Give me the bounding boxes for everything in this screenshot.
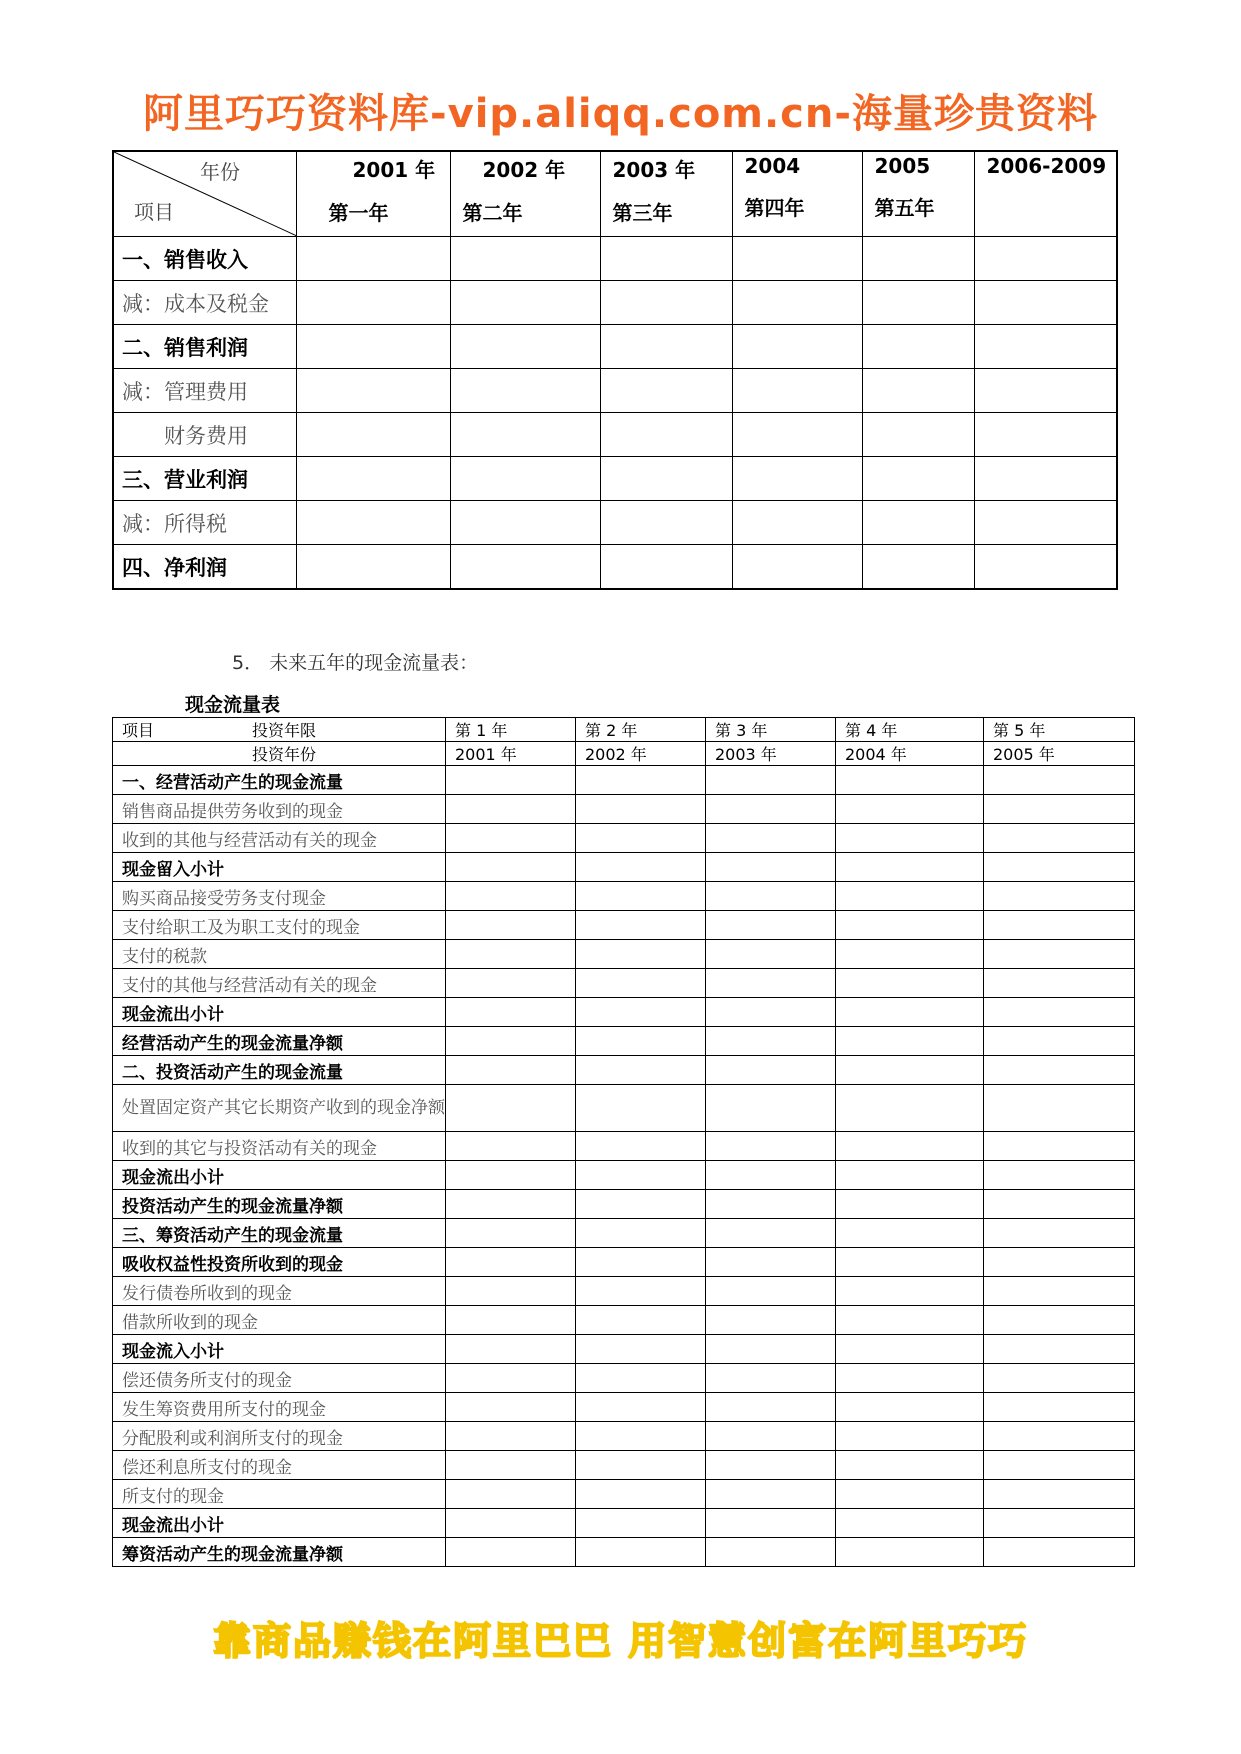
row-label: 一、经营活动产生的现金流量 [113, 766, 446, 795]
value-cell[interactable] [576, 1277, 706, 1306]
row-label: 分配股利或利润所支付的现金 [113, 1422, 446, 1451]
col-header [450, 151, 600, 237]
value-cell[interactable] [974, 457, 1117, 501]
value-cell[interactable] [984, 824, 1135, 853]
value-cell[interactable] [296, 501, 450, 545]
table-row [113, 1132, 1135, 1161]
value-cell[interactable] [836, 1306, 984, 1335]
header-item-cell [113, 718, 446, 742]
table-row [113, 1027, 1135, 1056]
header-col: 2002 年 [576, 742, 706, 766]
table-row [113, 281, 1117, 325]
cash-header-row-2 [113, 742, 1135, 766]
value-cell[interactable] [836, 998, 984, 1027]
value-cell[interactable] [450, 457, 600, 501]
value-cell[interactable] [600, 325, 732, 369]
profit-header-row [113, 151, 1117, 237]
value-cell[interactable] [600, 501, 732, 545]
table-row [113, 1509, 1135, 1538]
value-cell[interactable] [446, 969, 576, 998]
value-cell[interactable] [446, 940, 576, 969]
value-cell[interactable] [862, 281, 974, 325]
value-cell[interactable] [862, 369, 974, 413]
value-cell[interactable] [974, 369, 1117, 413]
value-cell[interactable] [984, 882, 1135, 911]
value-cell[interactable] [706, 969, 836, 998]
header-col: 2004 年 [836, 742, 984, 766]
value-cell[interactable] [706, 795, 836, 824]
value-cell[interactable] [576, 824, 706, 853]
value-cell[interactable] [706, 766, 836, 795]
value-cell[interactable] [576, 1161, 706, 1190]
value-cell[interactable] [706, 1085, 836, 1132]
value-cell[interactable] [576, 1056, 706, 1085]
value-cell[interactable] [862, 545, 974, 590]
table-row [113, 545, 1117, 590]
value-cell[interactable] [706, 1306, 836, 1335]
value-cell[interactable] [974, 545, 1117, 590]
row-label: 现金流出小计 [113, 1509, 446, 1538]
value-cell[interactable] [836, 1161, 984, 1190]
top-banner: 阿里巧巧资料库-vip.aliqq.com.cn-海量珍贵资料 [143, 91, 1098, 137]
value-cell[interactable] [984, 998, 1135, 1027]
table-row [113, 882, 1135, 911]
col-label: 第三年 [612, 201, 673, 225]
value-cell[interactable] [576, 1393, 706, 1422]
value-cell[interactable] [446, 1509, 576, 1538]
value-cell[interactable] [576, 1538, 706, 1567]
value-cell[interactable] [836, 1364, 984, 1393]
table-row [113, 1190, 1135, 1219]
value-cell[interactable] [446, 795, 576, 824]
row-label: 支付的其他与经营活动有关的现金 [113, 969, 446, 998]
value-cell[interactable] [836, 1509, 984, 1538]
header-col: 2005 年 [984, 742, 1135, 766]
row-label: 收到的其他与经营活动有关的现金 [113, 824, 446, 853]
value-cell[interactable] [706, 1132, 836, 1161]
value-cell[interactable] [450, 413, 600, 457]
header-col: 2001 年 [446, 742, 576, 766]
value-cell[interactable] [984, 1056, 1135, 1085]
row-label: 减：所得税 [113, 501, 296, 545]
value-cell[interactable] [450, 237, 600, 281]
table-row [113, 911, 1135, 940]
bottom-banner: 靠商品赚钱在阿里巴巴 用智慧创富在阿里巧巧 [212, 1619, 1029, 1663]
value-cell[interactable] [706, 1364, 836, 1393]
value-cell[interactable] [706, 1538, 836, 1567]
header-col: 第 5 年 [984, 718, 1135, 742]
value-cell[interactable] [836, 795, 984, 824]
row-label: 销售商品提供劳务收到的现金 [113, 795, 446, 824]
col-year: 2006-2009 [986, 154, 1107, 178]
col-year: 2003 年 [612, 158, 696, 182]
table-row [113, 1451, 1135, 1480]
row-label: 减：成本及税金 [113, 281, 296, 325]
value-cell[interactable] [706, 1393, 836, 1422]
value-cell[interactable] [446, 1364, 576, 1393]
value-cell[interactable] [974, 281, 1117, 325]
value-cell[interactable] [836, 882, 984, 911]
row-label: 购买商品接受劳务支付现金 [113, 882, 446, 911]
table-row [113, 457, 1117, 501]
value-cell[interactable] [296, 237, 450, 281]
value-cell[interactable] [732, 545, 862, 590]
value-cell[interactable] [862, 237, 974, 281]
value-cell[interactable] [576, 1085, 706, 1132]
table-row [113, 1335, 1135, 1364]
value-cell[interactable] [984, 1306, 1135, 1335]
value-cell[interactable] [836, 940, 984, 969]
table-row [113, 940, 1135, 969]
value-cell[interactable] [984, 1509, 1135, 1538]
value-cell[interactable] [576, 1364, 706, 1393]
value-cell[interactable] [706, 1480, 836, 1509]
value-cell[interactable] [446, 1335, 576, 1364]
header-item-cell [113, 742, 446, 766]
row-label: 借款所收到的现金 [113, 1306, 446, 1335]
col-header [974, 151, 1117, 237]
value-cell[interactable] [446, 1451, 576, 1480]
value-cell[interactable] [984, 766, 1135, 795]
value-cell[interactable] [446, 1190, 576, 1219]
header-col: 第 2 年 [576, 718, 706, 742]
value-cell[interactable] [984, 1451, 1135, 1480]
value-cell[interactable] [984, 853, 1135, 882]
value-cell[interactable] [836, 1451, 984, 1480]
value-cell[interactable] [446, 853, 576, 882]
value-cell[interactable] [836, 1393, 984, 1422]
value-cell[interactable] [706, 1509, 836, 1538]
value-cell[interactable] [732, 501, 862, 545]
value-cell[interactable] [576, 1509, 706, 1538]
value-cell[interactable] [706, 1248, 836, 1277]
value-cell[interactable] [296, 545, 450, 590]
value-cell[interactable] [706, 940, 836, 969]
col-year: 2001 年 [352, 158, 436, 182]
table-row [113, 969, 1135, 998]
value-cell[interactable] [732, 369, 862, 413]
row-label: 现金流出小计 [113, 1161, 446, 1190]
value-cell[interactable] [446, 1027, 576, 1056]
corner-item-label: 项目 [134, 200, 174, 224]
col-header [732, 151, 862, 237]
row-label: 投资活动产生的现金流量净额 [113, 1190, 446, 1219]
col-label: 第五年 [874, 196, 935, 220]
table-row [113, 325, 1117, 369]
value-cell[interactable] [984, 1538, 1135, 1567]
value-cell[interactable] [836, 1538, 984, 1567]
row-label: 现金流入小计 [113, 1335, 446, 1364]
value-cell[interactable] [296, 281, 450, 325]
value-cell[interactable] [706, 853, 836, 882]
row-label: 减：管理费用 [113, 369, 296, 413]
value-cell[interactable] [836, 1277, 984, 1306]
value-cell[interactable] [446, 1132, 576, 1161]
value-cell[interactable] [984, 940, 1135, 969]
value-cell[interactable] [984, 1161, 1135, 1190]
table-row [113, 1422, 1135, 1451]
value-cell[interactable] [862, 457, 974, 501]
profit-forecast-table [112, 150, 1118, 590]
value-cell[interactable] [706, 1335, 836, 1364]
value-cell[interactable] [450, 369, 600, 413]
table-row [113, 501, 1117, 545]
value-cell[interactable] [446, 1538, 576, 1567]
value-cell[interactable] [576, 1219, 706, 1248]
table-row [113, 998, 1135, 1027]
value-cell[interactable] [836, 1422, 984, 1451]
value-cell[interactable] [706, 1161, 836, 1190]
value-cell[interactable] [984, 1219, 1135, 1248]
value-cell[interactable] [984, 1132, 1135, 1161]
table-row [113, 795, 1135, 824]
value-cell[interactable] [446, 1393, 576, 1422]
table-row [113, 853, 1135, 882]
row-label: 财务费用 [113, 413, 296, 457]
value-cell[interactable] [576, 911, 706, 940]
value-cell[interactable] [576, 1027, 706, 1056]
value-cell[interactable] [732, 457, 862, 501]
value-cell[interactable] [836, 1219, 984, 1248]
value-cell[interactable] [576, 1306, 706, 1335]
value-cell[interactable] [576, 766, 706, 795]
table-row [113, 1219, 1135, 1248]
header-term-label: 投资年限 [252, 721, 317, 740]
value-cell[interactable] [600, 457, 732, 501]
col-header [600, 151, 732, 237]
col-year: 2004 [744, 154, 801, 178]
value-cell[interactable] [974, 237, 1117, 281]
value-cell[interactable] [984, 1190, 1135, 1219]
value-cell[interactable] [984, 1248, 1135, 1277]
value-cell[interactable] [984, 1277, 1135, 1306]
value-cell[interactable] [296, 325, 450, 369]
value-cell[interactable] [576, 1422, 706, 1451]
row-label: 发行债卷所收到的现金 [113, 1277, 446, 1306]
value-cell[interactable] [706, 1056, 836, 1085]
table-row [113, 413, 1117, 457]
value-cell[interactable] [576, 1132, 706, 1161]
value-cell[interactable] [450, 501, 600, 545]
value-cell[interactable] [576, 1451, 706, 1480]
value-cell[interactable] [974, 501, 1117, 545]
col-header [862, 151, 974, 237]
table-row [113, 1161, 1135, 1190]
cash-header-row-1 [113, 718, 1135, 742]
row-label: 筹资活动产生的现金流量净额 [113, 1538, 446, 1567]
value-cell[interactable] [836, 1335, 984, 1364]
col-year: 2005 [874, 154, 931, 178]
value-cell[interactable] [984, 1393, 1135, 1422]
value-cell[interactable] [836, 1085, 984, 1132]
value-cell[interactable] [446, 1422, 576, 1451]
value-cell[interactable] [984, 1364, 1135, 1393]
value-cell[interactable] [446, 882, 576, 911]
row-label: 二、销售利润 [113, 325, 296, 369]
row-label: 三、营业利润 [113, 457, 296, 501]
row-label: 一、销售收入 [113, 237, 296, 281]
value-cell[interactable] [836, 1132, 984, 1161]
section-heading: 5． 未来五年的现金流量表： [232, 652, 479, 674]
value-cell[interactable] [576, 882, 706, 911]
header-term-label: 投资年份 [252, 745, 317, 764]
value-cell[interactable] [576, 795, 706, 824]
value-cell[interactable] [576, 853, 706, 882]
value-cell[interactable] [836, 824, 984, 853]
table-row [113, 1277, 1135, 1306]
value-cell[interactable] [732, 281, 862, 325]
header-item-label: 项目 [122, 721, 155, 740]
row-label: 偿还债务所支付的现金 [113, 1364, 446, 1393]
table-row [113, 1538, 1135, 1567]
value-cell[interactable] [732, 413, 862, 457]
row-label: 吸收权益性投资所收到的现金 [113, 1248, 446, 1277]
value-cell[interactable] [862, 413, 974, 457]
col-header [296, 151, 450, 237]
value-cell[interactable] [446, 1277, 576, 1306]
value-cell[interactable] [836, 1480, 984, 1509]
table-row [113, 1085, 1135, 1132]
table-row [113, 1393, 1135, 1422]
table-row [113, 824, 1135, 853]
value-cell[interactable] [706, 1219, 836, 1248]
value-cell[interactable] [446, 1161, 576, 1190]
value-cell[interactable] [446, 1306, 576, 1335]
header-col: 2003 年 [706, 742, 836, 766]
table-row [113, 1248, 1135, 1277]
col-label: 第二年 [462, 201, 523, 225]
row-label: 四、净利润 [113, 545, 296, 590]
header-col: 第 3 年 [706, 718, 836, 742]
value-cell[interactable] [836, 1190, 984, 1219]
value-cell[interactable] [446, 1480, 576, 1509]
value-cell[interactable] [706, 824, 836, 853]
value-cell[interactable] [706, 1190, 836, 1219]
value-cell[interactable] [836, 969, 984, 998]
value-cell[interactable] [600, 369, 732, 413]
value-cell[interactable] [984, 1335, 1135, 1364]
table-row [113, 1480, 1135, 1509]
value-cell[interactable] [836, 911, 984, 940]
value-cell[interactable] [984, 1027, 1135, 1056]
value-cell[interactable] [446, 1248, 576, 1277]
header-col: 第 1 年 [446, 718, 576, 742]
value-cell[interactable] [576, 1248, 706, 1277]
row-label: 偿还利息所支付的现金 [113, 1451, 446, 1480]
row-label: 处置固定资产其它长期资产收到的现金净额 [113, 1085, 446, 1132]
value-cell[interactable] [450, 545, 600, 590]
value-cell[interactable] [450, 281, 600, 325]
table-row [113, 766, 1135, 795]
value-cell[interactable] [706, 882, 836, 911]
value-cell[interactable] [600, 545, 732, 590]
cash-table-title: 现金流量表 [185, 694, 281, 716]
value-cell[interactable] [450, 325, 600, 369]
row-label: 发生筹资费用所支付的现金 [113, 1393, 446, 1422]
row-label: 三、筹资活动产生的现金流量 [113, 1219, 446, 1248]
row-label: 支付给职工及为职工支付的现金 [113, 911, 446, 940]
row-label: 现金流出小计 [113, 998, 446, 1027]
value-cell[interactable] [974, 413, 1117, 457]
value-cell[interactable] [974, 325, 1117, 369]
col-year: 2002 年 [482, 158, 566, 182]
value-cell[interactable] [706, 1027, 836, 1056]
header-col: 第 4 年 [836, 718, 984, 742]
value-cell[interactable] [836, 1248, 984, 1277]
value-cell[interactable] [984, 1480, 1135, 1509]
value-cell[interactable] [706, 911, 836, 940]
value-cell[interactable] [706, 998, 836, 1027]
value-cell[interactable] [836, 766, 984, 795]
value-cell[interactable] [446, 1056, 576, 1085]
value-cell[interactable] [576, 940, 706, 969]
row-label: 收到的其它与投资活动有关的现金 [113, 1132, 446, 1161]
value-cell[interactable] [984, 795, 1135, 824]
value-cell[interactable] [706, 1277, 836, 1306]
row-label: 现金留入小计 [113, 853, 446, 882]
value-cell[interactable] [446, 824, 576, 853]
value-cell[interactable] [984, 1085, 1135, 1132]
value-cell[interactable] [296, 413, 450, 457]
value-cell[interactable] [576, 969, 706, 998]
value-cell[interactable] [984, 1422, 1135, 1451]
value-cell[interactable] [296, 369, 450, 413]
value-cell[interactable] [862, 325, 974, 369]
value-cell[interactable] [296, 457, 450, 501]
col-label: 第四年 [744, 196, 805, 220]
value-cell[interactable] [732, 237, 862, 281]
value-cell[interactable] [706, 1451, 836, 1480]
value-cell[interactable] [862, 501, 974, 545]
value-cell[interactable] [446, 1085, 576, 1132]
value-cell[interactable] [732, 325, 862, 369]
table-row [113, 369, 1117, 413]
row-label: 所支付的现金 [113, 1480, 446, 1509]
value-cell[interactable] [984, 969, 1135, 998]
value-cell[interactable] [836, 1056, 984, 1085]
table-row [113, 237, 1117, 281]
value-cell[interactable] [984, 911, 1135, 940]
value-cell[interactable] [576, 1480, 706, 1509]
corner-header-cell [113, 151, 296, 237]
table-row [113, 1056, 1135, 1085]
value-cell[interactable] [446, 911, 576, 940]
value-cell[interactable] [576, 1335, 706, 1364]
value-cell[interactable] [576, 998, 706, 1027]
value-cell[interactable] [600, 237, 732, 281]
corner-year-label: 年份 [200, 160, 240, 184]
value-cell[interactable] [706, 1422, 836, 1451]
value-cell[interactable] [446, 766, 576, 795]
table-row [113, 1364, 1135, 1393]
value-cell[interactable] [446, 1219, 576, 1248]
row-label: 二、投资活动产生的现金流量 [113, 1056, 446, 1085]
value-cell[interactable] [600, 281, 732, 325]
row-label: 支付的税款 [113, 940, 446, 969]
value-cell[interactable] [836, 1027, 984, 1056]
row-label: 经营活动产生的现金流量净额 [113, 1027, 446, 1056]
col-label: 第一年 [328, 201, 389, 225]
value-cell[interactable] [446, 998, 576, 1027]
value-cell[interactable] [600, 413, 732, 457]
cash-flow-table [112, 717, 1135, 1567]
table-row [113, 1306, 1135, 1335]
value-cell[interactable] [576, 1190, 706, 1219]
value-cell[interactable] [836, 853, 984, 882]
